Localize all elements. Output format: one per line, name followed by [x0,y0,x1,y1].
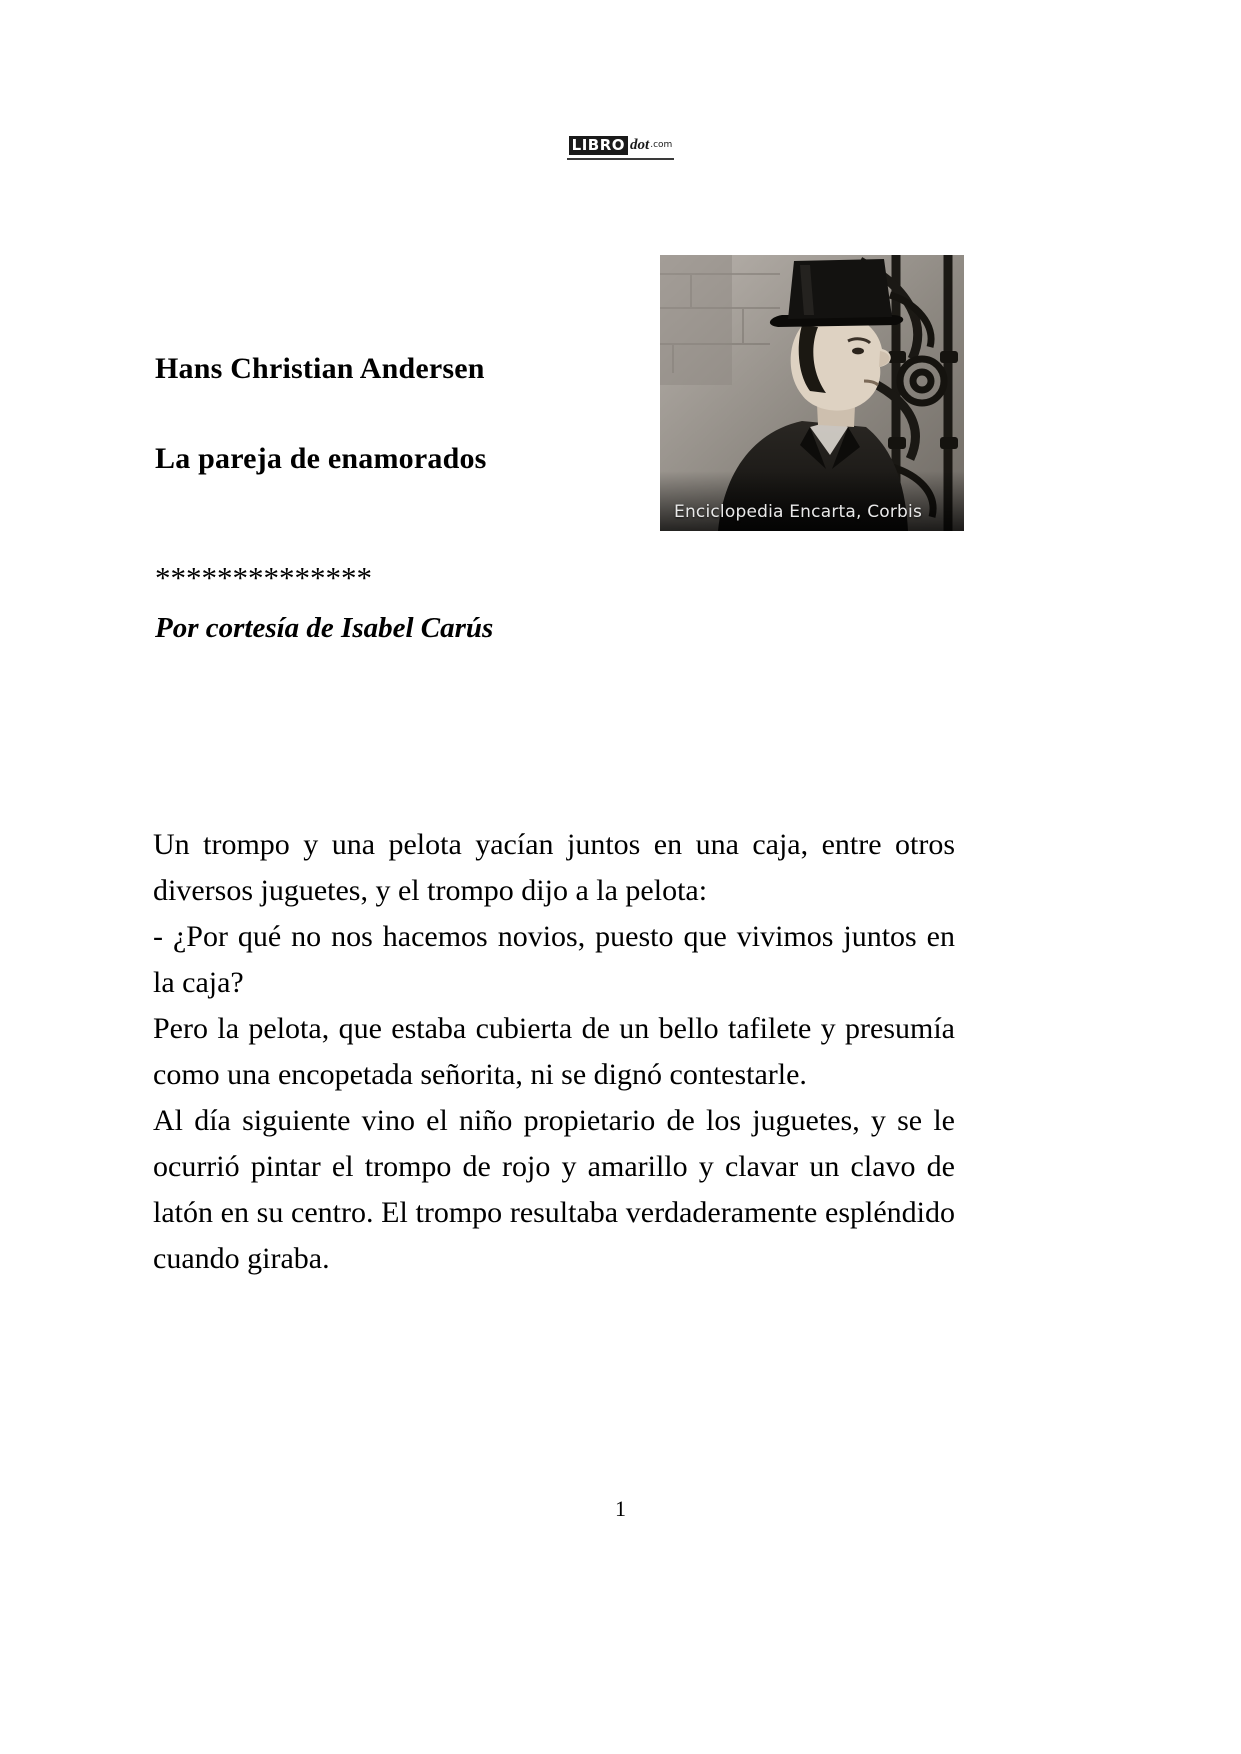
story-title: La pareja de enamorados [155,442,487,475]
page-number: 1 [615,1496,626,1521]
librodot-logo[interactable] [0,136,1241,160]
andersen-portrait-image [660,255,964,531]
courtesy-credit: Por cortesía de Isabel Carús [155,612,494,644]
logo-domain-suffix: .com [650,140,673,150]
asterisk-separator: ************** [155,560,372,595]
logo-main-text: LIBRO [569,136,628,155]
logo-script-text: dot [630,137,650,153]
story-body [153,822,955,1282]
paragraph: Un trompo y una pelota yacían juntos en una caja, entre otros diversos juguetes, y el trompo dijo a la pelota: [153,828,955,907]
paragraph: Pero la pelota, que estaba cubierta de un bello tafilete y presumía como una encopetada señorita, ni se dignó contestarle. [153,1012,955,1091]
title-block [155,352,675,476]
author-name: Hans Christian Andersen [155,352,485,385]
image-caption: Enciclopedia Encarta, Corbis [674,502,923,522]
paragraph: Al día siguiente vino el niño propietario de los juguetes, y se le ocurrió pintar el trompo de rojo y amarillo y clavar un clavo de latón en su centro. El trompo resultaba verdaderamente espléndido cuando giraba. [153,1104,955,1275]
paragraph: - ¿Por qué no nos hacemos novios, puesto que vivimos juntos en la caja? [153,920,955,999]
portrait-illustration [660,255,964,531]
logo-inner [567,136,675,160]
